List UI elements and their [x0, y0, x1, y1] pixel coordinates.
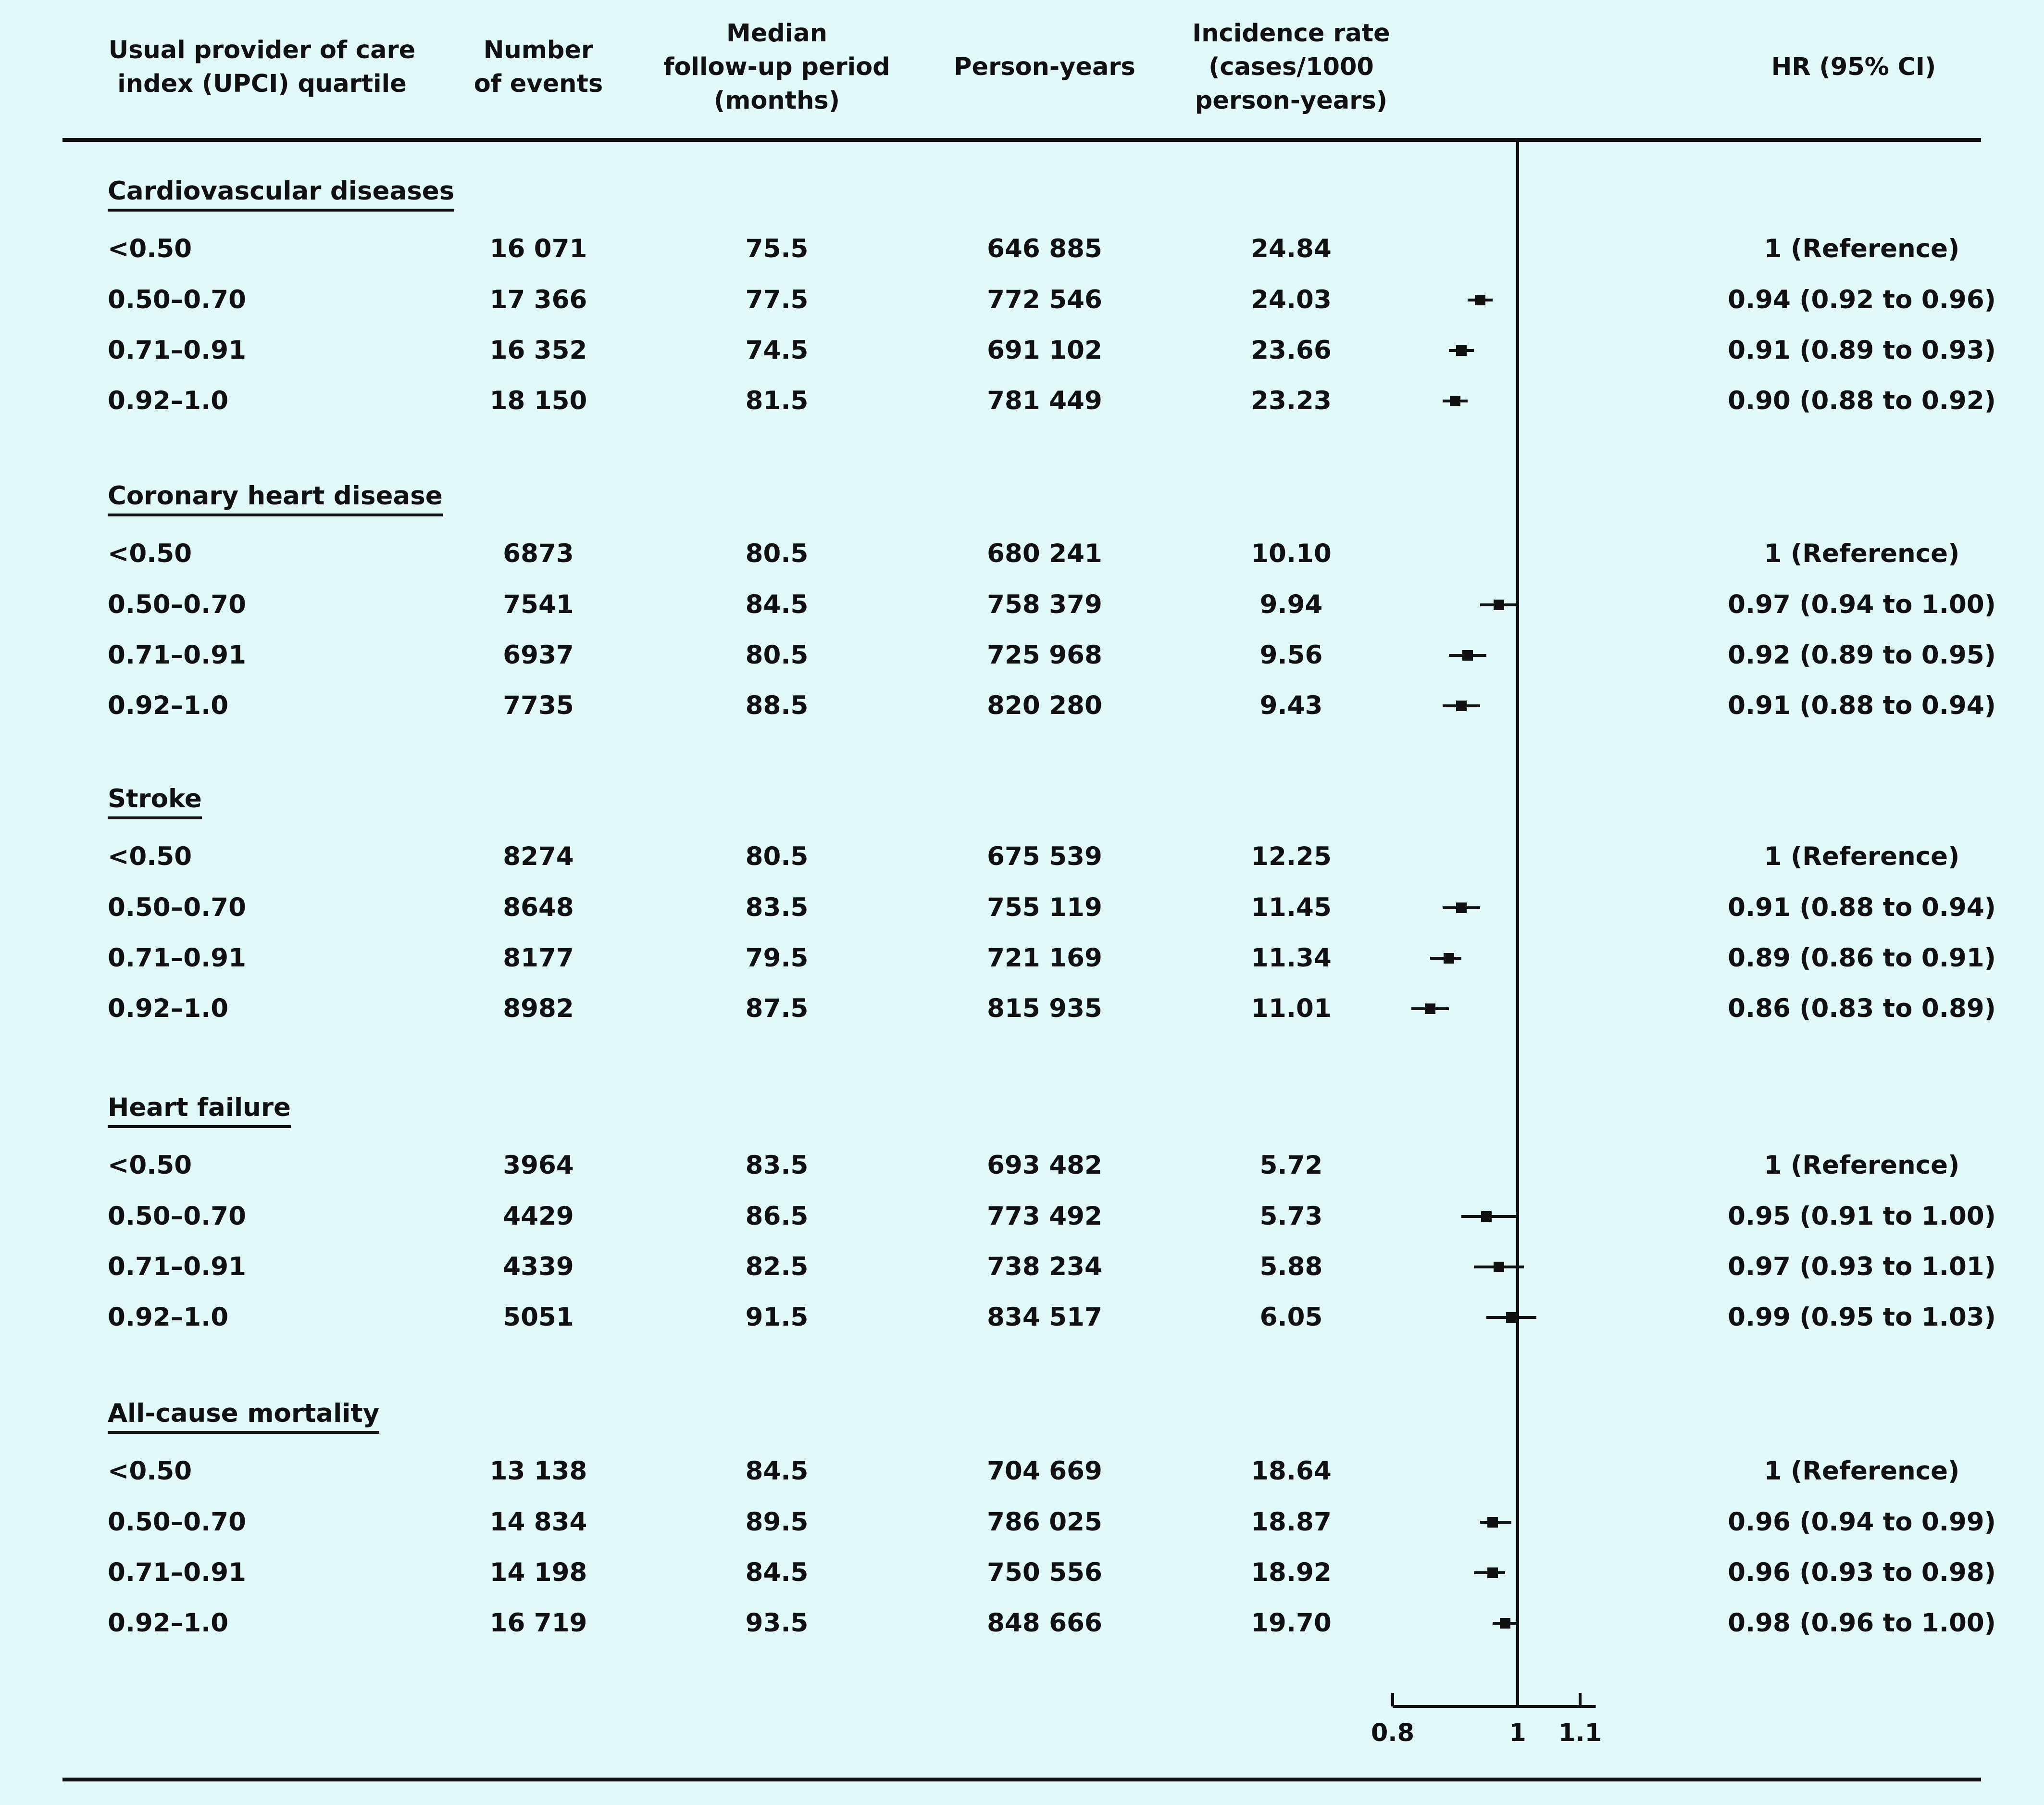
hr-point-marker	[1456, 345, 1467, 356]
quartile-label: <0.50	[108, 1151, 192, 1180]
header-hr: HR (95% CI)	[1771, 53, 1936, 81]
quartile-label: 0.71–0.91	[108, 336, 247, 365]
hr-point-marker	[1487, 1567, 1498, 1578]
cell-incidence: 6.05	[1259, 1303, 1323, 1332]
cell-person-years: 834 517	[987, 1303, 1102, 1332]
cell-events: 5051	[503, 1303, 574, 1332]
cell-events: 13 138	[489, 1456, 587, 1486]
cell-followup: 86.5	[745, 1202, 809, 1231]
hr-point-marker	[1506, 1312, 1517, 1323]
cell-followup: 91.5	[745, 1303, 809, 1332]
cell-events: 6937	[503, 640, 574, 670]
cell-person-years: 721 169	[987, 943, 1102, 973]
cell-events: 4339	[503, 1252, 574, 1281]
cell-incidence: 10.10	[1251, 539, 1332, 568]
cell-incidence: 5.72	[1259, 1151, 1323, 1180]
header-upci: Usual provider of care index (UPCI) quartile	[108, 36, 416, 98]
cell-followup: 93.5	[745, 1608, 809, 1638]
cell-hr-text: 0.86 (0.83 to 0.89)	[1728, 994, 1996, 1023]
cell-incidence: 18.87	[1251, 1507, 1332, 1537]
quartile-label: 0.71–0.91	[108, 640, 247, 670]
cell-followup: 80.5	[745, 539, 809, 568]
section-title: Cardiovascular diseases	[108, 176, 454, 212]
hr-point-marker	[1500, 1618, 1510, 1629]
cell-events: 16 719	[489, 1608, 587, 1638]
hr-point-marker	[1425, 1003, 1435, 1014]
cell-events: 7541	[503, 590, 574, 619]
hr-point-marker	[1487, 1517, 1498, 1528]
cell-person-years: 693 482	[987, 1151, 1102, 1180]
cell-hr-text: 1 (Reference)	[1764, 842, 1960, 871]
cell-hr-text: 0.96 (0.94 to 0.99)	[1728, 1507, 1996, 1537]
cell-incidence: 11.01	[1251, 994, 1332, 1023]
cell-events: 14 198	[489, 1558, 587, 1587]
cell-followup: 74.5	[745, 336, 809, 365]
cell-person-years: 773 492	[987, 1202, 1102, 1231]
cell-followup: 77.5	[745, 285, 809, 314]
cell-incidence: 5.73	[1259, 1202, 1323, 1231]
quartile-label: 0.92–1.0	[108, 691, 229, 720]
cell-events: 8648	[503, 893, 574, 922]
x-tick-label: 1	[1509, 1719, 1526, 1747]
cell-followup: 79.5	[745, 943, 809, 973]
header-events: Number of events	[474, 36, 603, 98]
quartile-label: 0.50–0.70	[108, 285, 247, 314]
cell-incidence: 23.66	[1251, 336, 1332, 365]
cell-events: 3964	[503, 1151, 574, 1180]
quartile-label: 0.92–1.0	[108, 994, 229, 1023]
cell-incidence: 23.23	[1251, 386, 1332, 415]
hr-point-marker	[1475, 295, 1485, 305]
cell-events: 8177	[503, 943, 574, 973]
cell-hr-text: 0.91 (0.88 to 0.94)	[1728, 691, 1996, 720]
cell-person-years: 786 025	[987, 1507, 1102, 1537]
quartile-label: 0.50–0.70	[108, 893, 247, 922]
cell-events: 6873	[503, 539, 574, 568]
cell-incidence: 11.45	[1251, 893, 1332, 922]
section-title: Heart failure	[108, 1092, 291, 1128]
cell-person-years: 704 669	[987, 1456, 1102, 1486]
cell-followup: 75.5	[745, 234, 809, 263]
cell-person-years: 725 968	[987, 640, 1102, 670]
cell-hr-text: 1 (Reference)	[1764, 234, 1960, 263]
cell-hr-text: 0.98 (0.96 to 1.00)	[1728, 1608, 1996, 1638]
cell-incidence: 18.92	[1251, 1558, 1332, 1587]
quartile-label: 0.50–0.70	[108, 590, 247, 619]
hr-point-marker	[1462, 650, 1473, 661]
cell-incidence: 18.64	[1251, 1456, 1332, 1486]
cell-followup: 84.5	[745, 590, 809, 619]
cell-hr-text: 0.89 (0.86 to 0.91)	[1728, 943, 1996, 973]
cell-events: 16 352	[489, 336, 587, 365]
cell-incidence: 19.70	[1251, 1608, 1332, 1638]
cell-followup: 89.5	[745, 1507, 809, 1537]
cell-events: 14 834	[489, 1507, 587, 1537]
cell-person-years: 680 241	[987, 539, 1102, 568]
cell-person-years: 755 119	[987, 893, 1102, 922]
cell-incidence: 11.34	[1251, 943, 1332, 973]
quartile-label: <0.50	[108, 234, 192, 263]
quartile-label: <0.50	[108, 539, 192, 568]
cell-hr-text: 1 (Reference)	[1764, 539, 1960, 568]
cell-followup: 81.5	[745, 386, 809, 415]
cell-followup: 82.5	[745, 1252, 809, 1281]
cell-hr-text: 0.99 (0.95 to 1.03)	[1728, 1303, 1996, 1332]
hr-point-marker	[1456, 902, 1467, 913]
cell-person-years: 781 449	[987, 386, 1102, 415]
cell-hr-text: 0.91 (0.89 to 0.93)	[1728, 336, 1996, 365]
cell-followup: 80.5	[745, 640, 809, 670]
cell-followup: 84.5	[745, 1558, 809, 1587]
cell-hr-text: 0.96 (0.93 to 0.98)	[1728, 1558, 1996, 1587]
hr-point-marker	[1481, 1211, 1492, 1222]
section-title: All-cause mortality	[108, 1398, 379, 1434]
cell-person-years: 738 234	[987, 1252, 1102, 1281]
header-incidence: Incidence rate (cases/1000 person-years)	[1192, 19, 1390, 115]
cell-events: 16 071	[489, 234, 587, 263]
cell-person-years: 691 102	[987, 336, 1102, 365]
cell-hr-text: 1 (Reference)	[1764, 1151, 1960, 1180]
cell-events: 17 366	[489, 285, 587, 314]
hr-point-marker	[1494, 600, 1504, 610]
cell-incidence: 9.56	[1259, 640, 1323, 670]
quartile-label: <0.50	[108, 842, 192, 871]
cell-person-years: 848 666	[987, 1608, 1102, 1638]
cell-incidence: 9.43	[1259, 691, 1323, 720]
cell-hr-text: 0.90 (0.88 to 0.92)	[1728, 386, 1996, 415]
quartile-label: 0.92–1.0	[108, 1303, 229, 1332]
x-tick-label: 1.1	[1558, 1719, 1602, 1747]
cell-followup: 88.5	[745, 691, 809, 720]
cell-incidence: 24.84	[1251, 234, 1332, 263]
cell-incidence: 24.03	[1251, 285, 1332, 314]
cell-followup: 87.5	[745, 994, 809, 1023]
cell-incidence: 12.25	[1251, 842, 1332, 871]
cell-events: 8982	[503, 994, 574, 1023]
cell-hr-text: 0.97 (0.93 to 1.01)	[1728, 1252, 1996, 1281]
cell-incidence: 5.88	[1259, 1252, 1323, 1281]
cell-followup: 83.5	[745, 1151, 809, 1180]
cell-person-years: 772 546	[987, 285, 1102, 314]
cell-person-years: 815 935	[987, 994, 1102, 1023]
quartile-label: 0.50–0.70	[108, 1507, 247, 1537]
cell-person-years: 820 280	[987, 691, 1102, 720]
hr-point-marker	[1494, 1262, 1504, 1272]
cell-person-years: 646 885	[987, 234, 1102, 263]
x-tick-label: 0.8	[1371, 1719, 1415, 1747]
cell-hr-text: 1 (Reference)	[1764, 1456, 1960, 1486]
cell-incidence: 9.94	[1259, 590, 1323, 619]
cell-events: 18 150	[489, 386, 587, 415]
cell-events: 8274	[503, 842, 574, 871]
cell-person-years: 758 379	[987, 590, 1102, 619]
cell-hr-text: 0.91 (0.88 to 0.94)	[1728, 893, 1996, 922]
cell-hr-text: 0.97 (0.94 to 1.00)	[1728, 590, 1996, 619]
cell-events: 7735	[503, 691, 574, 720]
hr-point-marker	[1450, 396, 1460, 406]
cell-hr-text: 0.95 (0.91 to 1.00)	[1728, 1202, 1996, 1231]
cell-hr-text: 0.94 (0.92 to 0.96)	[1728, 285, 1996, 314]
quartile-label: 0.71–0.91	[108, 1252, 247, 1281]
hr-point-marker	[1456, 701, 1467, 711]
quartile-label: 0.92–1.0	[108, 386, 229, 415]
section-title: Stroke	[108, 784, 202, 819]
quartile-label: 0.71–0.91	[108, 943, 247, 973]
cell-hr-text: 0.92 (0.89 to 0.95)	[1728, 640, 1996, 670]
cell-followup: 83.5	[745, 893, 809, 922]
header-person-years: Person-years	[954, 53, 1135, 81]
section-title: Coronary heart disease	[108, 481, 443, 516]
quartile-label: 0.71–0.91	[108, 1558, 247, 1587]
hr-point-marker	[1444, 953, 1454, 964]
cell-events: 4429	[503, 1202, 574, 1231]
header-followup: Median follow-up period (months)	[663, 19, 890, 115]
quartile-label: 0.92–1.0	[108, 1608, 229, 1638]
cell-followup: 84.5	[745, 1456, 809, 1486]
quartile-label: <0.50	[108, 1456, 192, 1486]
quartile-label: 0.50–0.70	[108, 1202, 247, 1231]
cell-person-years: 750 556	[987, 1558, 1102, 1587]
cell-person-years: 675 539	[987, 842, 1102, 871]
cell-followup: 80.5	[745, 842, 809, 871]
